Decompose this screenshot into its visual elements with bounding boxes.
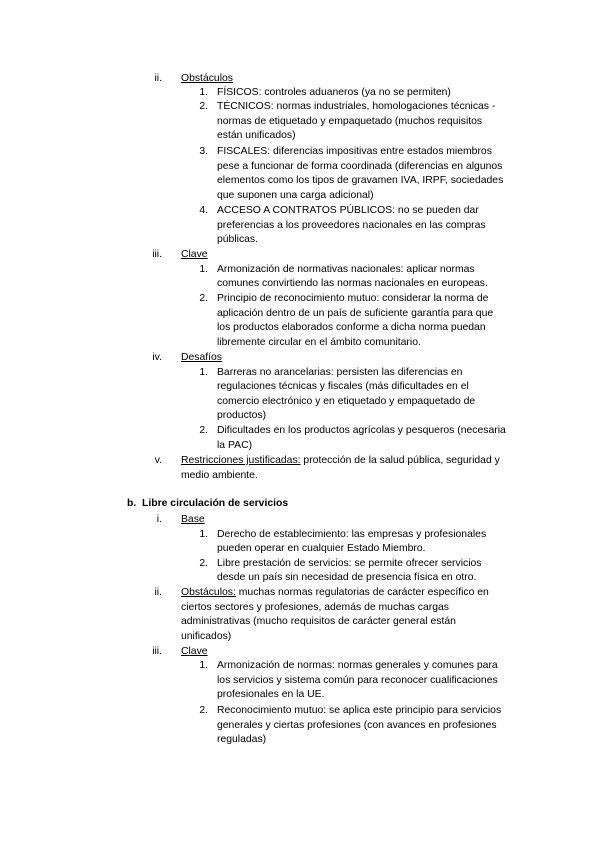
- roman-marker: iii.: [152, 646, 162, 657]
- heading-base: Base: [181, 514, 205, 525]
- item-line: Reconocimiento mutuo: se aplica este principio para servicios: [217, 705, 502, 716]
- item-line: regulaciones técnicas y fiscales (más dificultades en el: [217, 381, 469, 392]
- item-line: reguladas): [217, 734, 267, 745]
- item-number: 1.: [199, 264, 208, 275]
- item-number: 1.: [199, 660, 208, 671]
- item-number: 4.: [199, 205, 208, 216]
- item-line: comunes convirtiendo las normas nacionales en europeas.: [217, 278, 488, 289]
- item-line: FISCALES: diferencias impositivas entre estados miembros: [217, 146, 492, 157]
- item-line: los productos elaborados conforme a dicha norma puedan: [217, 322, 486, 333]
- item-line: productos): [217, 410, 267, 421]
- item-line: FÍSICOS: controles aduaneros (ya no se permiten): [217, 87, 451, 98]
- paragraph-line: ciertos sectores y profesiones, además de muchas cargas: [181, 602, 449, 613]
- roman-marker: v.: [154, 455, 162, 466]
- roman-marker: ii.: [154, 73, 162, 84]
- roman-marker: iv.: [152, 352, 162, 363]
- item-line: Derecho de establecimiento: las empresas y profesionales: [217, 529, 487, 540]
- paragraph-line: [181, 586, 489, 599]
- paragraph-line: unificados): [181, 631, 232, 642]
- item-number: 2.: [199, 558, 208, 569]
- item-line: están unificados): [217, 130, 296, 141]
- item-line: pese a funcionar de forma coordinada (diferencias en algunos: [217, 161, 503, 172]
- item-line: Barreras no arancelarias: persisten las diferencias en: [217, 367, 463, 378]
- item-line: TÉCNICOS: normas industriales, homologaciones técnicas -: [217, 101, 496, 112]
- item-line: ACCESO A CONTRATOS PÚBLICOS: no se pueden dar: [217, 205, 479, 216]
- item-number: 1.: [199, 87, 208, 98]
- item-line: Dificultades en los productos agrícolas y pesqueros (necesaria: [217, 425, 506, 436]
- item-number: 3.: [199, 146, 208, 157]
- item-line: generales y ciertas profesiones (con avances en profesiones: [217, 720, 497, 731]
- item-line: comercio electrónico y en etiquetado y empaquetado de: [217, 396, 476, 407]
- section-title: b. Libre circulación de servicios: [127, 498, 289, 509]
- item-number: 1.: [199, 367, 208, 378]
- item-number: 2.: [199, 101, 208, 112]
- item-number: 2.: [199, 293, 208, 304]
- item-line: los servicios y sistema común para reconocer cualificaciones: [217, 675, 498, 686]
- item-line: pueden operar en cualquier Estado Miembro.: [217, 543, 426, 554]
- paragraph-line: administrativas (mucho requisitos de carácter general están: [181, 616, 456, 627]
- item-line: que suponen una carga adicional): [217, 190, 374, 201]
- item-line: preferencias a los proveedores nacionales en las compras: [217, 220, 486, 231]
- roman-marker: iii.: [152, 249, 162, 260]
- heading-obstaculos: Obstáculos:: [181, 587, 236, 598]
- item-line: Armonización de normas: normas generales y comunes para: [217, 660, 498, 671]
- heading-desafios: Desafíos: [181, 352, 223, 363]
- heading-obstaculos: Obstáculos: [181, 73, 233, 84]
- item-line: profesionales en la UE.: [217, 689, 325, 700]
- heading-clave: Clave: [181, 249, 208, 260]
- item-line: aplicación dentro de un país de suficiente garantía para que: [217, 308, 494, 319]
- item-line: elementos como los tipos de gravamen IVA, IRPF, sociedades: [217, 175, 504, 186]
- item-number: 1.: [199, 529, 208, 540]
- paragraph-text: muchas normas regulatorias de carácter específico en: [235, 587, 489, 598]
- roman-marker: ii.: [154, 587, 162, 598]
- paragraph-line: medio ambiente.: [181, 470, 258, 481]
- item-number: 2.: [199, 705, 208, 716]
- item-line: la PAC): [217, 440, 253, 451]
- item-line: normas de etiquetado y empaquetado (muchos requisitos: [217, 116, 483, 127]
- item-line: Armonización de normativas nacionales: aplicar normas: [217, 264, 475, 275]
- paragraph-line: [181, 454, 500, 467]
- item-line: libremente circular en el ámbito comunitario.: [217, 337, 421, 348]
- heading-restricciones: Restricciones justificadas:: [181, 455, 301, 466]
- item-number: 2.: [199, 425, 208, 436]
- item-line: desde un país sin necesidad de presencia física en otro.: [217, 572, 477, 583]
- item-line: públicas.: [217, 234, 259, 245]
- item-line: Principio de reconocimiento mutuo: considerar la norma de: [217, 293, 489, 304]
- heading-clave: Clave: [181, 646, 208, 657]
- item-line: Libre prestación de servicios: se permite ofrecer servicios: [217, 558, 482, 569]
- roman-marker: i.: [156, 514, 162, 525]
- paragraph-text: protección de la salud pública, seguridad y: [300, 455, 500, 466]
